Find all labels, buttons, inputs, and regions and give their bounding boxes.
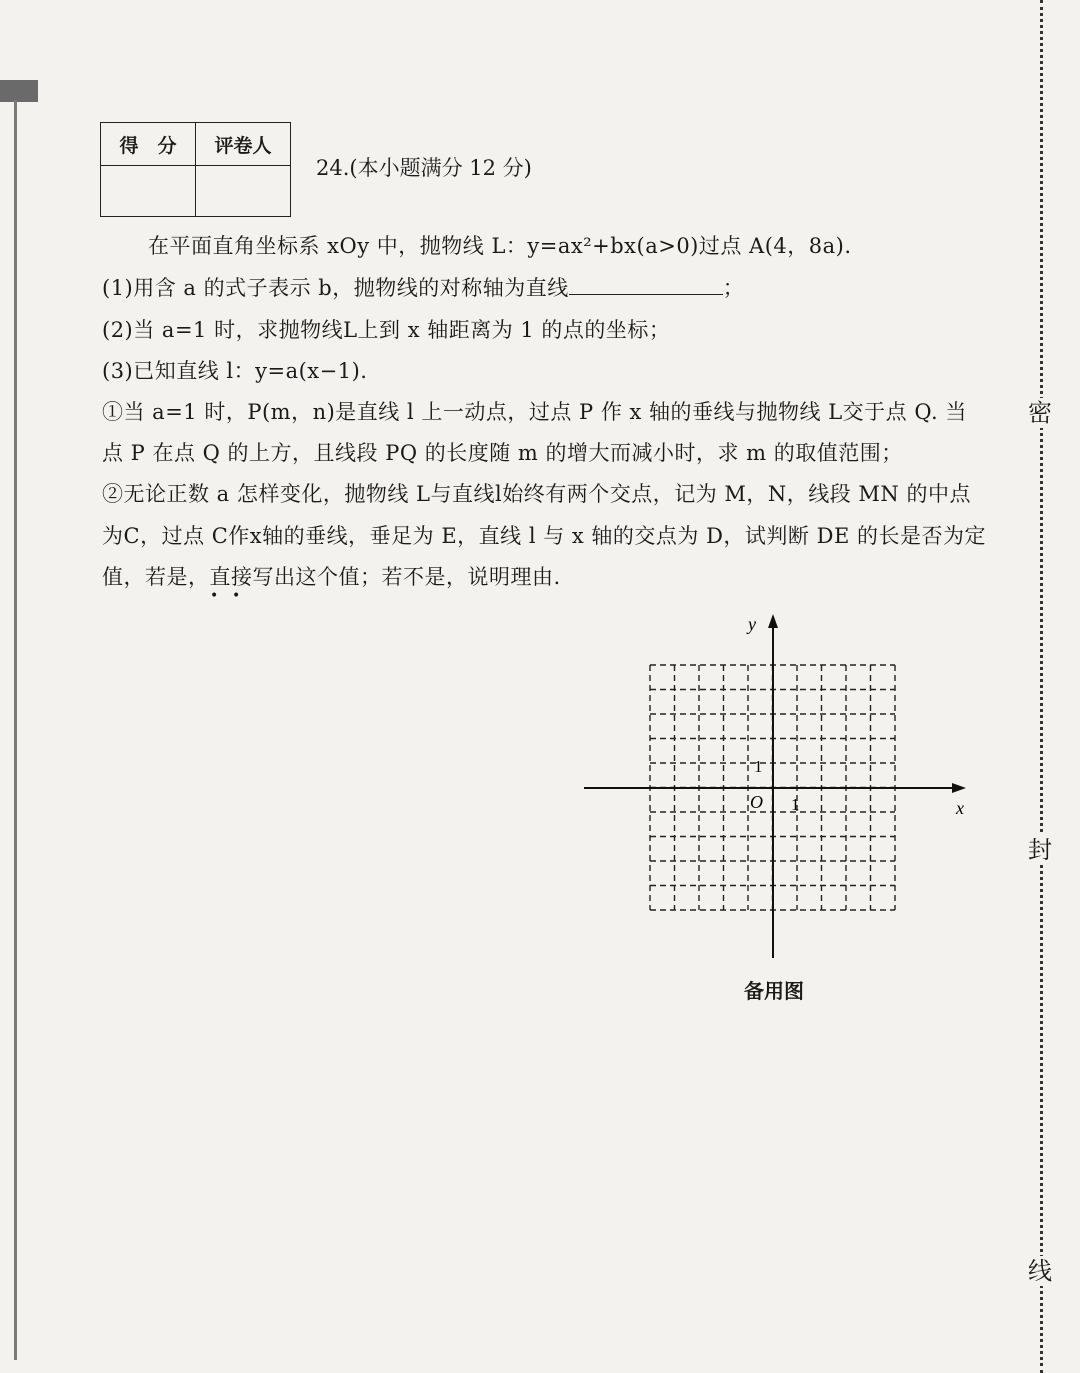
y-axis-arrow <box>768 614 778 628</box>
question-part3-1-line1: ①当 a=1 时，P(m，n)是直线 l 上一动点，过点 P 作 x 轴的垂线与抛物线 L交于点 Q. 当 <box>102 400 967 424</box>
question-part3-2-line1: ②无论正数 a 怎样变化，抛物线 L与直线l始终有两个交点，记为 M，N，线段 MN 的中点 <box>102 482 971 506</box>
x-tick-label: 1 <box>791 795 800 814</box>
question-part1 <box>102 272 744 302</box>
seal-dotted-line <box>1040 0 1043 1373</box>
graph-caption: 备用图 <box>744 979 804 1003</box>
part1-text: (1)用含 a 的式子表示 b，抛物线的对称轴为直线 <box>102 276 569 300</box>
margin-char-feng: 封 <box>1028 836 1052 864</box>
score-label: 得 分 <box>101 123 196 166</box>
emphasis-dot: • <box>210 588 219 604</box>
part1-end: ； <box>722 276 745 300</box>
emphasis-dot: • <box>232 588 241 604</box>
x-axis-arrow <box>952 783 966 793</box>
x-axis-label: x <box>956 798 964 818</box>
score-cell[interactable] <box>101 166 196 217</box>
binding-edge-line <box>14 100 17 1360</box>
coordinate-grid-graph <box>580 612 980 972</box>
question-part3-1-line2: 点 P 在点 Q 的上方，且线段 PQ 的长度随 m 的增大而减小时，求 m 的取值范围； <box>102 441 903 465</box>
question-part3-2-line3: 值，若是，直接写出这个值；若不是，说明理由. <box>102 565 561 589</box>
question-part3-2-line2: 为C，过点 C作x轴的垂线，垂足为 E，直线 l 与 x 轴的交点为 D，试判断 DE 的长是否为定 <box>102 524 986 548</box>
margin-char-mi: 密 <box>1028 399 1052 427</box>
margin-char-xian: 线 <box>1028 1257 1052 1285</box>
y-tick-label: 1 <box>754 757 763 776</box>
y-axis-label: y <box>748 614 756 634</box>
grader-label: 评卷人 <box>196 123 291 166</box>
grader-cell[interactable] <box>196 166 291 217</box>
question-intro: 在平面直角坐标系 xOy 中，抛物线 L：y=ax²+bx(a>0)过点 A(4，8a). <box>148 234 852 258</box>
question-title: 24.(本小题满分 12 分) <box>316 156 532 180</box>
question-part2: (2)当 a=1 时，求抛物线L上到 x 轴距离为 1 的点的坐标； <box>102 318 671 342</box>
answer-blank[interactable] <box>569 276 723 295</box>
score-box <box>100 122 291 217</box>
origin-label: O <box>750 792 763 812</box>
question-part3: (3)已知直线 l：y=a(x−1). <box>102 359 368 383</box>
binding-edge-bar <box>0 80 38 102</box>
